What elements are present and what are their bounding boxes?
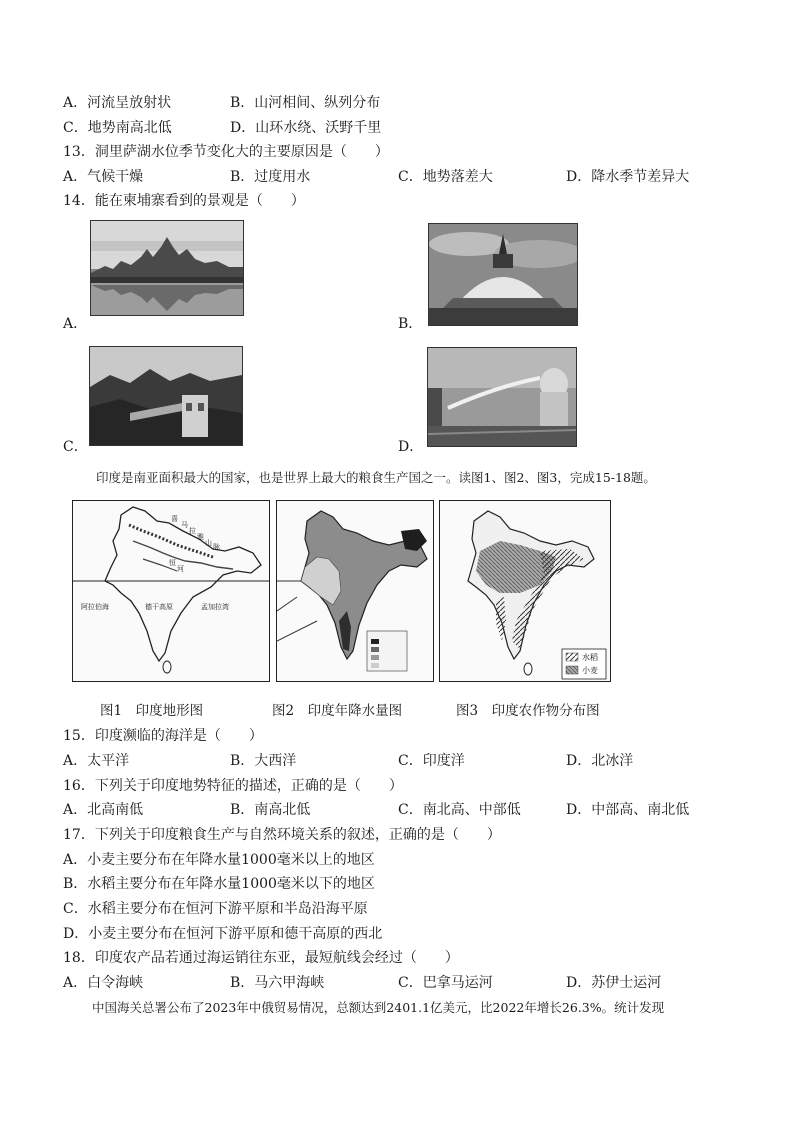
q15-option-d: D．北冰洋 — [566, 753, 634, 769]
q16-option-d: D．中部高、南北低 — [566, 802, 690, 818]
great-wall-photo — [89, 346, 243, 446]
q13-option-b: B．过度用水 — [230, 169, 311, 185]
q18-option-c: C．巴拿马运河 — [398, 975, 493, 991]
q14-stem: 14．能在柬埔寨看到的景观是（ ） — [63, 193, 305, 209]
q13-stem: 13．洞里萨湖水位季节变化大的主要原因是（ ） — [63, 144, 389, 160]
fig3-caption: 图3 印度农作物分布图 — [456, 703, 600, 719]
q15-option-c: C．印度洋 — [398, 753, 465, 769]
india-precipitation-map — [276, 500, 434, 682]
terrain-label-he: 河 — [177, 565, 184, 573]
legend-rice: 水稻 — [582, 653, 598, 662]
fig1-caption: 图1 印度地形图 — [100, 703, 204, 719]
terrain-label-arabian-sea: 阿拉伯海 — [81, 603, 109, 611]
terrain-label-heng: 恒 — [169, 559, 176, 567]
q18-stem: 18．印度农产品若通过海运销往东亚，最短航线会经过（ ） — [63, 950, 459, 966]
q17-option-c: C．水稻主要分布在恒河下游平原和半岛沿海平原 — [63, 901, 368, 917]
india-terrain-map — [72, 500, 270, 682]
terrain-label-xi: 喜 — [171, 515, 178, 523]
q16-option-b: B．南高北低 — [230, 802, 311, 818]
q12-option-a: A．河流呈放射状 — [63, 95, 172, 111]
q17-stem: 17．下列关于印度粮食生产与自然环境关系的叙述，正确的是（ ） — [63, 827, 501, 843]
terrain-label-bengal-bay: 孟加拉湾 — [201, 603, 229, 611]
q12-option-d: D．山环水绕、沃野千里 — [230, 120, 382, 136]
angkor-wat-photo — [90, 220, 244, 316]
terrain-label-ma: 马 — [181, 521, 188, 529]
legend-wheat: 小麦 — [582, 666, 598, 675]
q16-stem: 16．下列关于印度地势特征的描述，正确的是（ ） — [63, 778, 403, 794]
q13-option-d: D．降水季节差异大 — [566, 169, 690, 185]
stupa-photo — [428, 223, 578, 326]
q15-option-a: A．太平洋 — [63, 753, 130, 769]
q17-option-a: A．小麦主要分布在年降水量1000毫米以上的地区 — [63, 852, 375, 868]
q18-option-a: A．白令海峡 — [63, 975, 144, 991]
india-crop-map — [439, 500, 611, 682]
q18-option-b: B．马六甲海峡 — [230, 975, 325, 991]
intro-india: 印度是南亚面积最大的国家，也是世界上最大的粮食生产国之一。读图1、图2、图3，完成15-18题。 — [96, 470, 656, 485]
q14-option-b: B． — [398, 316, 423, 332]
q16-option-c: C．南北高、中部低 — [398, 802, 521, 818]
terrain-label-ya: 雅 — [197, 533, 204, 541]
q13-option-c: C．地势落差大 — [398, 169, 493, 185]
terrain-label-shan: 山 — [205, 539, 212, 547]
q16-option-a: A．北高南低 — [63, 802, 144, 818]
intro-china-russia-trade: 中国海关总署公布了2023年中俄贸易情况，总额达到2401.1亿美元，比2022年增长26.3%。统计发现 — [92, 1000, 665, 1015]
q17-option-b: B．水稻主要分布在年降水量1000毫米以下的地区 — [63, 876, 375, 892]
terrain-label-la: 拉 — [189, 527, 196, 535]
q17-option-d: D．小麦主要分布在恒河下游平原和德干高原的西北 — [63, 926, 383, 942]
q14-option-d: D． — [398, 439, 424, 455]
terrain-label-deccan: 德干高原 — [145, 603, 173, 611]
q14-option-a: A． — [63, 316, 88, 332]
q15-stem: 15．印度濒临的海洋是（ ） — [63, 728, 263, 744]
q18-option-d: D．苏伊士运河 — [566, 975, 662, 991]
q15-option-b: B．大西洋 — [230, 753, 297, 769]
terrain-label-mai: 脉 — [213, 543, 220, 551]
q13-option-a: A．气候干燥 — [63, 169, 144, 185]
merlion-photo — [427, 347, 577, 447]
q14-option-c: C． — [63, 439, 88, 455]
q12-option-c: C．地势南高北低 — [63, 120, 172, 136]
fig2-caption: 图2 印度年降水量图 — [272, 703, 403, 719]
q12-option-b: B．山河相间、纵列分布 — [230, 95, 381, 111]
